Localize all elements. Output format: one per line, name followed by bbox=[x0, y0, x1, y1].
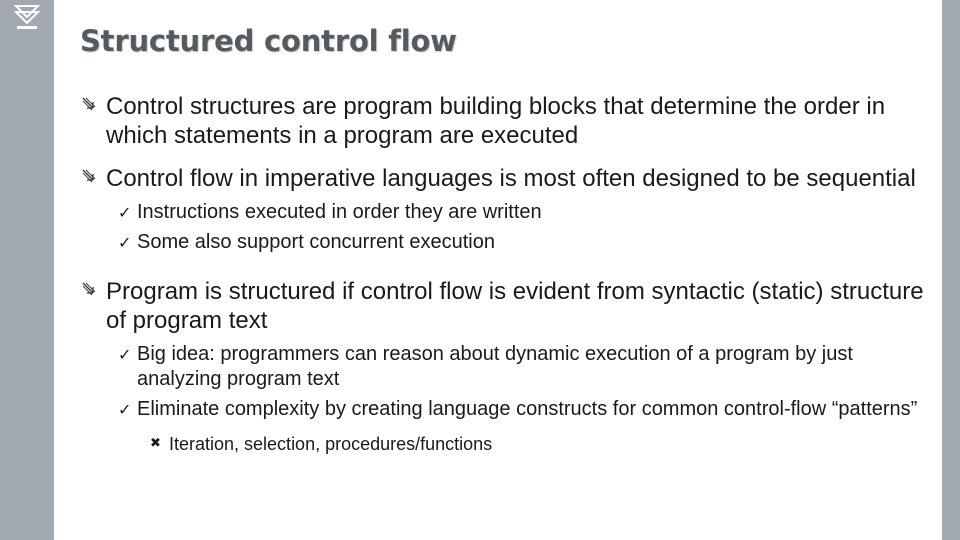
bullet-text: Control flow in imperative languages is most often designed to be sequential bbox=[106, 165, 916, 192]
sub-bullet-text: Big idea: programmers can reason about dynamic execution of a program by just analyzing program text bbox=[137, 343, 853, 390]
sub-bullet-item bbox=[80, 230, 930, 255]
checkmark-icon: ✓ bbox=[118, 400, 132, 419]
bullet-item bbox=[80, 277, 930, 335]
left-side-band bbox=[0, 0, 54, 540]
slide-title: Structured control flow bbox=[80, 24, 457, 58]
bullet-item bbox=[80, 164, 930, 193]
sub-sub-bullet-text: Iteration, selection, procedures/functions bbox=[169, 434, 493, 454]
checkmark-icon: ✓ bbox=[118, 233, 132, 252]
sub-bullet-item bbox=[80, 200, 930, 225]
sub-sub-list bbox=[80, 433, 930, 455]
sub-bullet-item bbox=[80, 342, 930, 392]
outline-arrow-icon bbox=[80, 280, 98, 298]
sub-list bbox=[80, 200, 930, 255]
sub-bullet-text: Instructions executed in order they are written bbox=[137, 201, 542, 223]
sub-bullet-item bbox=[80, 397, 930, 422]
bullet-item bbox=[80, 92, 930, 150]
bullet-text: Control structures are program building blocks that determine the order in which statements in a program are executed bbox=[106, 93, 886, 149]
sub-sub-bullet-item bbox=[80, 433, 930, 455]
outline-arrow-icon bbox=[80, 167, 98, 185]
university-logo bbox=[4, 2, 50, 32]
bullet-text: Program is structured if control flow is evident from syntactic (static) structure of program text bbox=[106, 278, 924, 334]
checkmark-icon: ✓ bbox=[118, 345, 132, 364]
checkmark-icon: ✓ bbox=[118, 203, 132, 222]
right-side-band bbox=[942, 0, 960, 540]
sub-bullet-text: Some also support concurrent execution bbox=[137, 231, 495, 253]
x-mark-icon: ✖ bbox=[150, 436, 161, 451]
outline-arrow-icon bbox=[80, 95, 98, 113]
slide-content bbox=[80, 92, 930, 455]
sub-list bbox=[80, 342, 930, 455]
sub-bullet-text: Eliminate complexity by creating language constructs for common control-flow “patterns” bbox=[137, 398, 918, 420]
